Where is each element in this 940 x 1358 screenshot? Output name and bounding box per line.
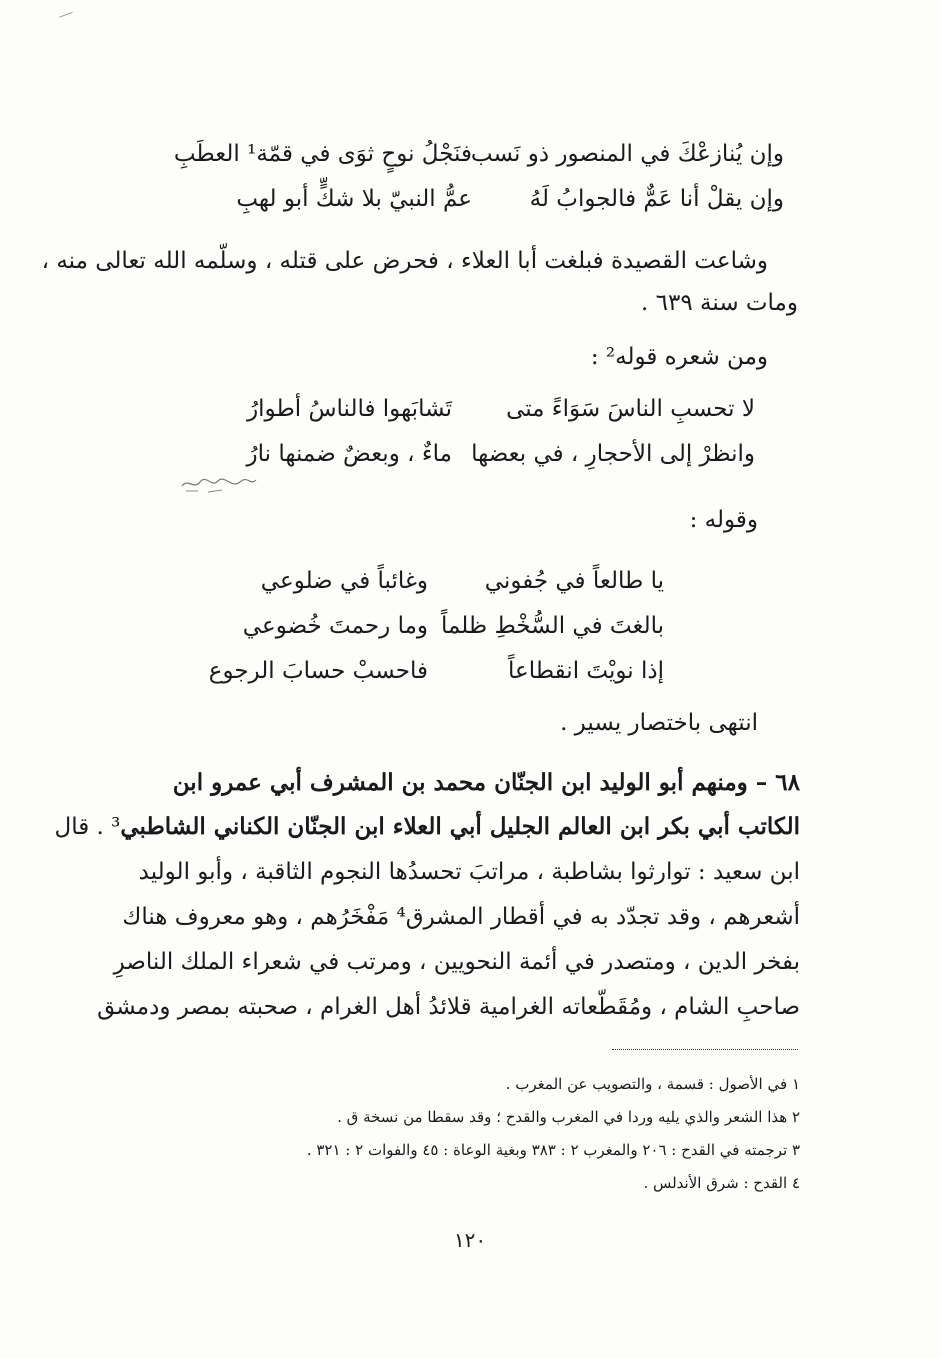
footnote-2: ٢ هذا الشعر والذي يليه وردا في المغرب والقدح ؛ وقد سقطا من نسخة ق . bbox=[337, 1108, 800, 1126]
entry-line-6: صاحبِ الشام ، ومُقَطّعاته الغرامية قلائدُ أهل الغرام ، صحبته بمصر ودمشق bbox=[97, 994, 800, 1020]
entry-heading-line2-tail: ³ . قال bbox=[54, 814, 121, 840]
entry-line-3: ابن سعيد : توارثوا بشاطبة ، مراتبَ تحسدُها النجوم الثاقبة ، وأبو الوليد bbox=[138, 859, 800, 885]
verse-1-first: وإن يُنازعْكَ في المنصور ذو نَسب bbox=[470, 141, 784, 167]
verse-5-first: يا طالعاً في جُفوني bbox=[484, 568, 664, 594]
prose1-line2: ومات سنة ٦٣٩ . bbox=[641, 290, 798, 316]
intro-poem-3: وقوله : bbox=[689, 507, 758, 533]
verse-5-second: وغائباً في ضلوعي bbox=[260, 568, 428, 594]
prose1-line1: وشاعت القصيدة فبلغت أبا العلاء ، فحرض على قتله ، وسلّمه الله تعالى منه ، bbox=[41, 248, 768, 274]
footnote-4: ٤ القدح : شرق الأندلس . bbox=[643, 1174, 800, 1192]
verse-4-second: ماءٌ ، وبعضٌ ضمنها نارُ bbox=[246, 441, 452, 467]
entry-heading-line2-bold: الكاتب أبي بكر ابن العالم الجليل أبي العلاء ابن الجنّان الكناني الشاطبي bbox=[120, 813, 800, 840]
ending-note: انتهى باختصار يسير . bbox=[560, 710, 758, 736]
verse-4-first: وانظرْ إلى الأحجارِ ، في بعضها bbox=[471, 441, 755, 467]
verse-2-first: وإن يقلْ أنا عَمٌّ فالجوابُ لَهُ bbox=[529, 186, 784, 212]
verse-6-first: بالغتَ في السُّخْطِ ظلماً bbox=[440, 613, 664, 639]
page-number: ١٢٠ bbox=[453, 1228, 487, 1252]
entry-heading-line1: ٦٨ – ومنهم أبو الوليد ابن الجنّان محمد بن المشرف أبي عمرو ابن bbox=[172, 769, 800, 796]
footnote-separator bbox=[612, 1049, 798, 1050]
verse-2-second: عمُّ النبيّ بلا شكٍّ أبو لهبِ bbox=[236, 186, 472, 212]
verse-7-second: فاحسبْ حسابَ الرجوع bbox=[208, 658, 428, 684]
intro-poem-2: ومن شعره قوله² : bbox=[590, 344, 768, 370]
corner-mark bbox=[59, 12, 75, 23]
handwritten-annotation bbox=[178, 472, 258, 494]
footnote-3: ٣ ترجمته في القدح : ٢٠٦ والمغرب ٢ : ٣٨٣ وبغية الوعاة : ٤٥ والفوات ٢ : ٣٢١ . bbox=[306, 1141, 800, 1159]
verse-3-first: لا تحسبِ الناسَ سَوَاءً متى bbox=[506, 396, 755, 422]
verse-3-second: تَشابَهوا فالناسُ أطوارُ bbox=[247, 396, 452, 422]
entry-line-4: أشعرهم ، وقد تجدّد به في أقطار المشرق⁴ مَفْخَرُهم ، وهو معروف هناك bbox=[122, 904, 800, 930]
entry-line-5: بفخر الدين ، ومتصدر في أئمة النحويين ، ومرتب في شعراء الملك الناصرِ bbox=[113, 949, 800, 975]
footnote-1: ١ في الأصول : قسمة ، والتصويب عن المغرب . bbox=[505, 1075, 800, 1093]
entry-heading-line2 bbox=[55, 812, 801, 842]
verse-6-second: وما رحمتَ خُضوعي bbox=[242, 613, 428, 639]
verse-7-first: إذا نويْتَ انقطاعاً bbox=[508, 658, 664, 684]
verse-1-second: فنَجْلُ نوحٍ ثوَى في قمّة¹ العطَبِ bbox=[173, 141, 472, 167]
